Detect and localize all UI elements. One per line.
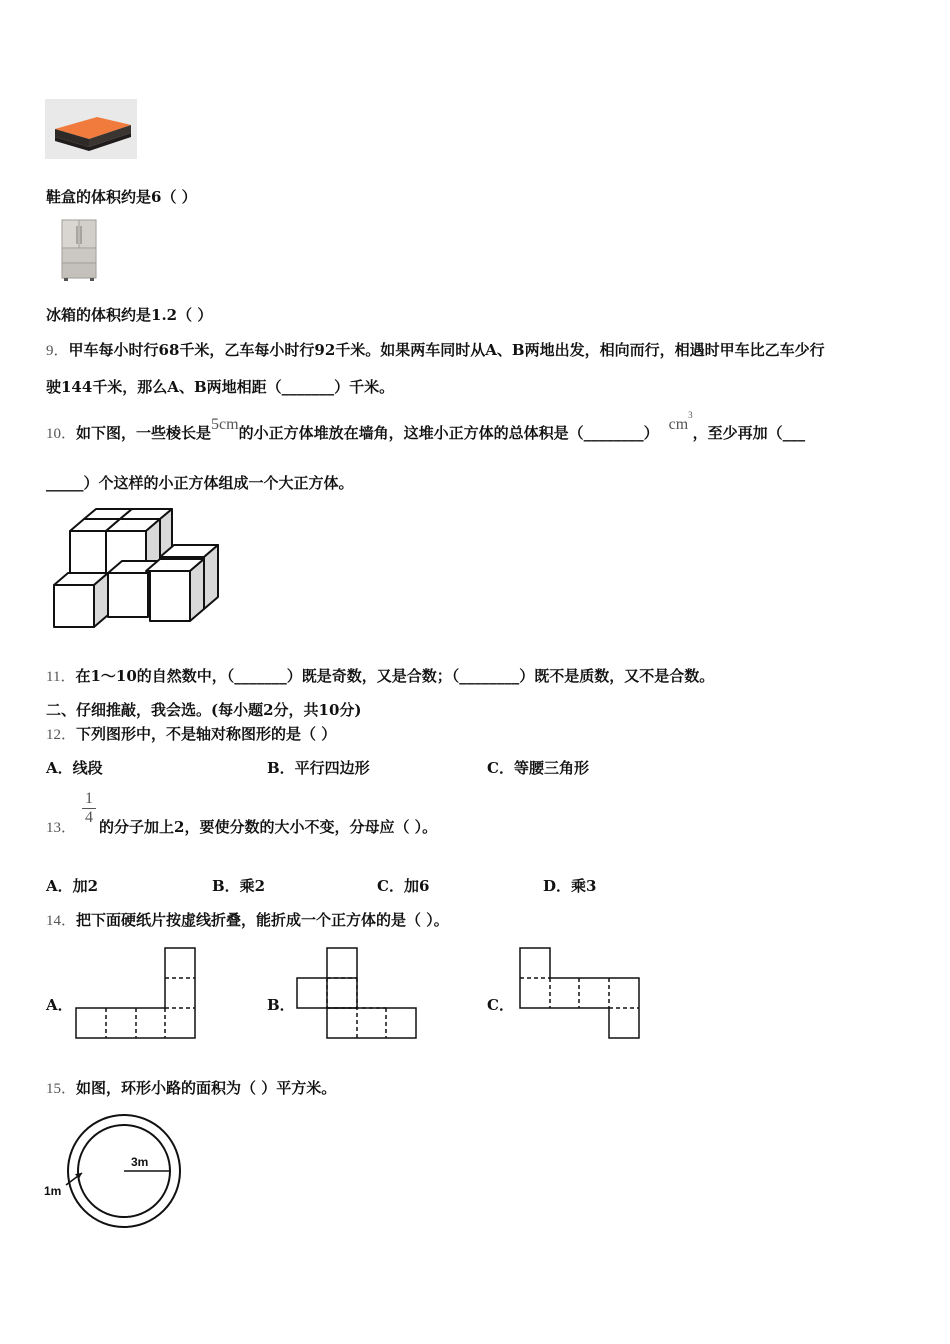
option-c[interactable]: C．: [487, 996, 514, 1014]
shoebox-photo: [45, 99, 137, 159]
option-a[interactable]: A．: [46, 996, 73, 1014]
question-10-line2: _____）个这样的小正方体组成一个大正方体。: [46, 474, 354, 492]
answer-blank[interactable]: ___: [782, 424, 806, 442]
answer-blank[interactable]: ________: [459, 667, 520, 685]
inner-radius-label: 3m: [131, 1155, 149, 1169]
question-10-line1: 10．如下图，一些棱长是5cm的小正方体堆放在墙角，这堆小正方体的总体积是（________） $cm^3$，至少再加（___: [46, 410, 806, 442]
question-number: 9．: [46, 343, 69, 359]
cube-net-c[interactable]: [518, 946, 642, 1040]
option-c[interactable]: C．加6: [377, 877, 430, 895]
question-13-stem: 的分子加上2，要使分数的大小不变，分母应（ ）。: [99, 818, 438, 836]
option-a[interactable]: A．线段: [46, 759, 103, 777]
option-b[interactable]: B．乘2: [212, 877, 266, 895]
cube-net-a[interactable]: [76, 946, 198, 1040]
stacked-cubes-figure: [50, 505, 222, 629]
question-15: 15．如图，环形小路的面积为（ ）平方米。: [46, 1079, 337, 1097]
answer-blank[interactable]: _____: [46, 474, 84, 492]
refrigerator-photo: [59, 218, 99, 282]
option-d[interactable]: D．乘3: [543, 877, 597, 895]
question-number: 10．: [46, 426, 77, 442]
answer-blank[interactable]: ________: [583, 424, 644, 442]
cube-net-b[interactable]: [297, 946, 419, 1040]
option-b[interactable]: B．: [267, 996, 295, 1014]
question-number: 11．: [46, 669, 76, 685]
fridge-caption: 冰箱的体积约是1.2（ ）: [46, 306, 213, 324]
section-heading: 二、仔细推敲，我会选。(每小题2分，共10分): [46, 701, 362, 719]
question-12: 12．下列图形中，不是轴对称图形的是（ ）: [46, 725, 337, 743]
question-number: 15．: [46, 1081, 77, 1097]
question-14: 14．把下面硬纸片按虚线折叠，能折成一个正方体的是（ ）。: [46, 911, 449, 929]
question-11: 11．在1～10的自然数中，（_______）既是奇数，又是合数；（________）既不是质数，又不是合数。: [46, 667, 715, 685]
question-number: 14．: [46, 913, 77, 929]
question-number: 13．: [46, 820, 77, 836]
unit-volume: cm: [668, 416, 689, 433]
answer-blank[interactable]: _______: [281, 378, 335, 396]
fraction: 1 4: [82, 790, 96, 827]
option-b[interactable]: B．平行四边形: [267, 759, 370, 777]
option-a[interactable]: A．加2: [46, 877, 99, 895]
shoebox-caption: 鞋盒的体积约是6（ ）: [46, 188, 197, 206]
path-width-label: 1m: [44, 1184, 62, 1198]
unit-length: 5cm: [211, 416, 239, 433]
ring-path-figure: [44, 1113, 184, 1231]
question-9-line1: 9．甲车每小时行68千米，乙车每小时行92千米。如果两车同时从A、B两地出发，相向而行，相遇时甲车比乙车少行: [46, 341, 825, 359]
question-9-line2: 驶144千米，那么A、B两地相距（_______）千米。: [46, 378, 395, 396]
option-c[interactable]: C．等腰三角形: [487, 759, 589, 777]
question-number: 12．: [46, 727, 77, 743]
answer-blank[interactable]: _______: [234, 667, 287, 685]
